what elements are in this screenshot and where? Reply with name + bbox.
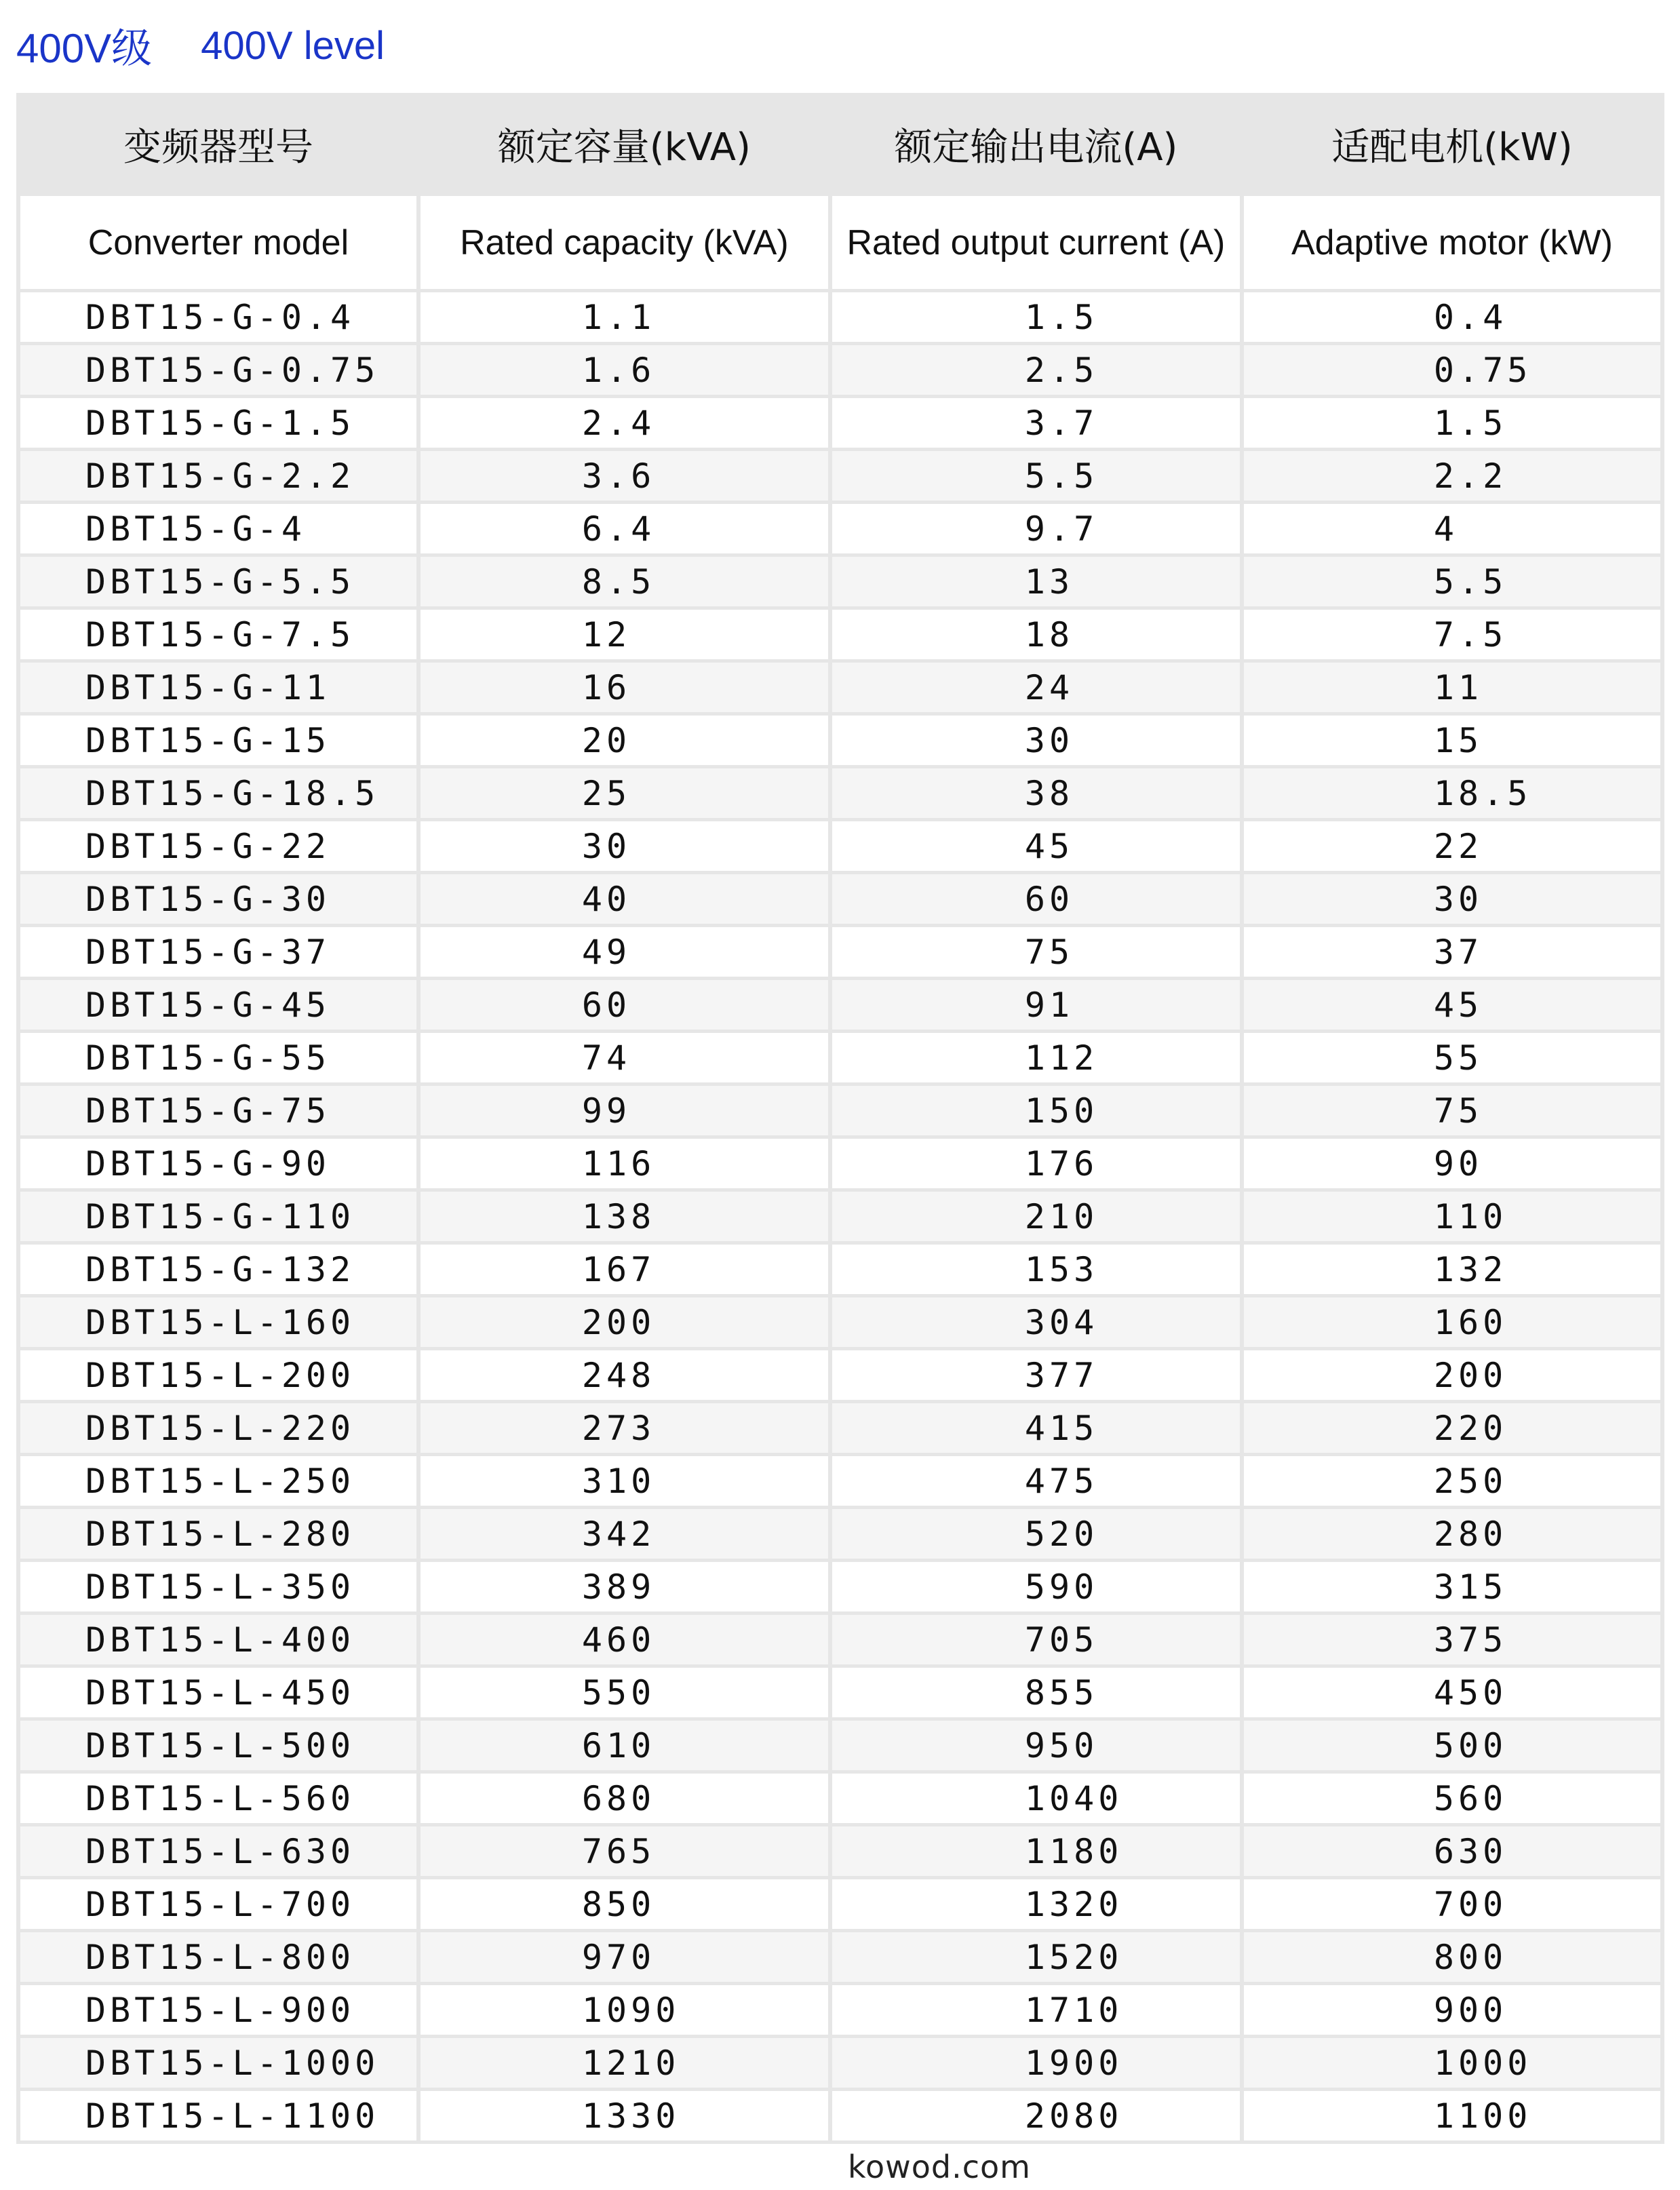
table-row xyxy=(20,1350,1660,1400)
table-row xyxy=(20,663,1660,712)
cell-current: 950 xyxy=(832,1721,1240,1770)
cell-current: 30 xyxy=(832,716,1240,765)
table-row xyxy=(20,1668,1660,1717)
table-row xyxy=(20,1774,1660,1823)
cell-motor: 18.5 xyxy=(1244,768,1660,818)
table-row xyxy=(20,1562,1660,1611)
table-row xyxy=(20,1086,1660,1135)
cell-motor: 11 xyxy=(1244,663,1660,712)
table-row xyxy=(20,2091,1660,2140)
cell-model: DBT15-G-55 xyxy=(20,1033,416,1082)
cell-model: DBT15-L-250 xyxy=(20,1456,416,1506)
cell-model: DBT15-L-450 xyxy=(20,1668,416,1717)
cell-motor: 160 xyxy=(1244,1297,1660,1347)
cell-motor: 375 xyxy=(1244,1615,1660,1664)
cell-current: 210 xyxy=(832,1192,1240,1241)
table-row xyxy=(20,504,1660,553)
table-row xyxy=(20,1826,1660,1876)
table-row xyxy=(20,1985,1660,2035)
cell-current: 38 xyxy=(832,768,1240,818)
cell-current: 1900 xyxy=(832,2038,1240,2088)
cell-current: 304 xyxy=(832,1297,1240,1347)
cell-current: 1180 xyxy=(832,1826,1240,1876)
table-row xyxy=(20,398,1660,448)
cell-current: 855 xyxy=(832,1668,1240,1717)
cell-motor: 1000 xyxy=(1244,2038,1660,2088)
cell-current: 91 xyxy=(832,980,1240,1030)
cell-current: 13 xyxy=(832,557,1240,606)
cell-model: DBT15-L-200 xyxy=(20,1350,416,1400)
header-en-model: Converter model xyxy=(20,196,416,289)
header-cn-current: 额定输出电流(A) xyxy=(832,96,1240,193)
table-row xyxy=(20,1932,1660,1982)
cell-motor: 37 xyxy=(1244,927,1660,977)
cell-capacity: 8.5 xyxy=(421,557,828,606)
cell-motor: 110 xyxy=(1244,1192,1660,1241)
header-row-cn xyxy=(20,96,1660,193)
cell-capacity: 3.6 xyxy=(421,451,828,501)
cell-capacity: 20 xyxy=(421,716,828,765)
cell-current: 475 xyxy=(832,1456,1240,1506)
table-row xyxy=(20,1192,1660,1241)
cell-motor: 280 xyxy=(1244,1509,1660,1559)
cell-model: DBT15-G-75 xyxy=(20,1086,416,1135)
table-row xyxy=(20,768,1660,818)
table-row xyxy=(20,1615,1660,1664)
cell-capacity: 1.6 xyxy=(421,345,828,395)
cell-motor: 30 xyxy=(1244,874,1660,924)
cell-current: 176 xyxy=(832,1139,1240,1188)
cell-model: DBT15-L-800 xyxy=(20,1932,416,1982)
cell-model: DBT15-G-132 xyxy=(20,1245,416,1294)
cell-model: DBT15-L-220 xyxy=(20,1403,416,1453)
cell-capacity: 550 xyxy=(421,1668,828,1717)
cell-capacity: 765 xyxy=(421,1826,828,1876)
cell-capacity: 167 xyxy=(421,1245,828,1294)
header-row-en xyxy=(20,196,1660,289)
table-row xyxy=(20,927,1660,977)
cell-motor: 132 xyxy=(1244,1245,1660,1294)
table-row xyxy=(20,1721,1660,1770)
cell-model: DBT15-L-900 xyxy=(20,1985,416,2035)
cell-model: DBT15-L-280 xyxy=(20,1509,416,1559)
cell-model: DBT15-G-110 xyxy=(20,1192,416,1241)
cell-capacity: 1090 xyxy=(421,1985,828,2035)
watermark: kowod.com xyxy=(848,2149,1031,2185)
cell-model: DBT15-L-630 xyxy=(20,1826,416,1876)
cell-capacity: 138 xyxy=(421,1192,828,1241)
cell-capacity: 25 xyxy=(421,768,828,818)
table-row xyxy=(20,1033,1660,1082)
cell-capacity: 1.1 xyxy=(421,292,828,342)
table-row xyxy=(20,1509,1660,1559)
cell-capacity: 342 xyxy=(421,1509,828,1559)
cell-current: 1520 xyxy=(832,1932,1240,1982)
cell-model: DBT15-G-18.5 xyxy=(20,768,416,818)
cell-current: 1710 xyxy=(832,1985,1240,2035)
cell-capacity: 40 xyxy=(421,874,828,924)
cell-capacity: 970 xyxy=(421,1932,828,1982)
cell-model: DBT15-L-700 xyxy=(20,1879,416,1929)
table-body xyxy=(20,292,1660,2140)
cell-capacity: 6.4 xyxy=(421,504,828,553)
table-row xyxy=(20,557,1660,606)
cell-motor: 220 xyxy=(1244,1403,1660,1453)
table-row xyxy=(20,1139,1660,1188)
table-row xyxy=(20,1879,1660,1929)
cell-motor: 75 xyxy=(1244,1086,1660,1135)
header-en-motor: Adaptive motor (kW) xyxy=(1244,196,1660,289)
cell-capacity: 12 xyxy=(421,610,828,659)
cell-model: DBT15-G-7.5 xyxy=(20,610,416,659)
cell-model: DBT15-G-90 xyxy=(20,1139,416,1188)
cell-model: DBT15-G-37 xyxy=(20,927,416,977)
cell-capacity: 30 xyxy=(421,821,828,871)
cell-current: 1040 xyxy=(832,1774,1240,1823)
cell-current: 2.5 xyxy=(832,345,1240,395)
cell-capacity: 1210 xyxy=(421,2038,828,2088)
spec-table-container xyxy=(16,93,1664,2144)
cell-current: 150 xyxy=(832,1086,1240,1135)
cell-capacity: 460 xyxy=(421,1615,828,1664)
table-row xyxy=(20,1245,1660,1294)
cell-motor: 45 xyxy=(1244,980,1660,1030)
cell-model: DBT15-G-0.4 xyxy=(20,292,416,342)
cell-motor: 560 xyxy=(1244,1774,1660,1823)
table-row xyxy=(20,1403,1660,1453)
cell-model: DBT15-L-1000 xyxy=(20,2038,416,2088)
cell-capacity: 49 xyxy=(421,927,828,977)
table-row xyxy=(20,980,1660,1030)
table-row xyxy=(20,716,1660,765)
cell-current: 2080 xyxy=(832,2091,1240,2140)
header-cn-capacity: 额定容量(kVA) xyxy=(421,96,828,193)
cell-current: 60 xyxy=(832,874,1240,924)
cell-capacity: 74 xyxy=(421,1033,828,1082)
table-row xyxy=(20,345,1660,395)
cell-motor: 2.2 xyxy=(1244,451,1660,501)
cell-current: 520 xyxy=(832,1509,1240,1559)
cell-model: DBT15-L-350 xyxy=(20,1562,416,1611)
cell-current: 1320 xyxy=(832,1879,1240,1929)
cell-capacity: 200 xyxy=(421,1297,828,1347)
cell-current: 1.5 xyxy=(832,292,1240,342)
cell-capacity: 2.4 xyxy=(421,398,828,448)
cell-motor: 700 xyxy=(1244,1879,1660,1929)
cell-capacity: 610 xyxy=(421,1721,828,1770)
cell-motor: 4 xyxy=(1244,504,1660,553)
header-cn-model: 变频器型号 xyxy=(20,96,416,193)
cell-model: DBT15-L-400 xyxy=(20,1615,416,1664)
cell-model: DBT15-L-160 xyxy=(20,1297,416,1347)
cell-motor: 7.5 xyxy=(1244,610,1660,659)
cell-current: 153 xyxy=(832,1245,1240,1294)
cell-capacity: 116 xyxy=(421,1139,828,1188)
cell-motor: 1.5 xyxy=(1244,398,1660,448)
cell-motor: 500 xyxy=(1244,1721,1660,1770)
cell-model: DBT15-G-30 xyxy=(20,874,416,924)
cell-current: 75 xyxy=(832,927,1240,977)
table-row xyxy=(20,821,1660,871)
cell-motor: 315 xyxy=(1244,1562,1660,1611)
table-row xyxy=(20,1456,1660,1506)
table-row xyxy=(20,874,1660,924)
cell-model: DBT15-G-1.5 xyxy=(20,398,416,448)
cell-capacity: 1330 xyxy=(421,2091,828,2140)
cell-capacity: 850 xyxy=(421,1879,828,1929)
table-row xyxy=(20,610,1660,659)
cell-motor: 0.4 xyxy=(1244,292,1660,342)
cell-motor: 1100 xyxy=(1244,2091,1660,2140)
cell-model: DBT15-G-2.2 xyxy=(20,451,416,501)
cell-capacity: 680 xyxy=(421,1774,828,1823)
cell-motor: 900 xyxy=(1244,1985,1660,2035)
header-en-current: Rated output current (A) xyxy=(832,196,1240,289)
cell-motor: 250 xyxy=(1244,1456,1660,1506)
cell-current: 590 xyxy=(832,1562,1240,1611)
cell-current: 705 xyxy=(832,1615,1240,1664)
cell-capacity: 16 xyxy=(421,663,828,712)
cell-model: DBT15-G-5.5 xyxy=(20,557,416,606)
cell-capacity: 310 xyxy=(421,1456,828,1506)
cell-motor: 5.5 xyxy=(1244,557,1660,606)
cell-motor: 55 xyxy=(1244,1033,1660,1082)
cell-motor: 15 xyxy=(1244,716,1660,765)
cell-motor: 22 xyxy=(1244,821,1660,871)
table-row xyxy=(20,451,1660,501)
cell-motor: 630 xyxy=(1244,1826,1660,1876)
cell-capacity: 389 xyxy=(421,1562,828,1611)
spec-table xyxy=(16,93,1664,2144)
cell-capacity: 99 xyxy=(421,1086,828,1135)
cell-current: 18 xyxy=(832,610,1240,659)
header-en-capacity: Rated capacity (kVA) xyxy=(421,196,828,289)
heading-cn: 400V级 xyxy=(16,26,153,71)
cell-motor: 800 xyxy=(1244,1932,1660,1982)
cell-current: 24 xyxy=(832,663,1240,712)
cell-current: 5.5 xyxy=(832,451,1240,501)
cell-model: DBT15-L-560 xyxy=(20,1774,416,1823)
cell-model: DBT15-G-11 xyxy=(20,663,416,712)
section-heading xyxy=(16,15,385,76)
cell-capacity: 273 xyxy=(421,1403,828,1453)
cell-current: 377 xyxy=(832,1350,1240,1400)
cell-model: DBT15-G-4 xyxy=(20,504,416,553)
table-row xyxy=(20,2038,1660,2088)
cell-model: DBT15-G-0.75 xyxy=(20,345,416,395)
cell-current: 45 xyxy=(832,821,1240,871)
cell-model: DBT15-L-1100 xyxy=(20,2091,416,2140)
cell-capacity: 60 xyxy=(421,980,828,1030)
cell-current: 3.7 xyxy=(832,398,1240,448)
cell-capacity: 248 xyxy=(421,1350,828,1400)
cell-current: 112 xyxy=(832,1033,1240,1082)
cell-motor: 90 xyxy=(1244,1139,1660,1188)
cell-current: 415 xyxy=(832,1403,1240,1453)
cell-model: DBT15-G-45 xyxy=(20,980,416,1030)
cell-current: 9.7 xyxy=(832,504,1240,553)
cell-model: DBT15-L-500 xyxy=(20,1721,416,1770)
cell-motor: 0.75 xyxy=(1244,345,1660,395)
cell-motor: 200 xyxy=(1244,1350,1660,1400)
cell-motor: 450 xyxy=(1244,1668,1660,1717)
cell-model: DBT15-G-15 xyxy=(20,716,416,765)
heading-en: 400V level xyxy=(201,23,385,68)
cell-model: DBT15-G-22 xyxy=(20,821,416,871)
table-row xyxy=(20,1297,1660,1347)
header-cn-motor: 适配电机(kW) xyxy=(1244,96,1660,193)
table-row xyxy=(20,292,1660,342)
